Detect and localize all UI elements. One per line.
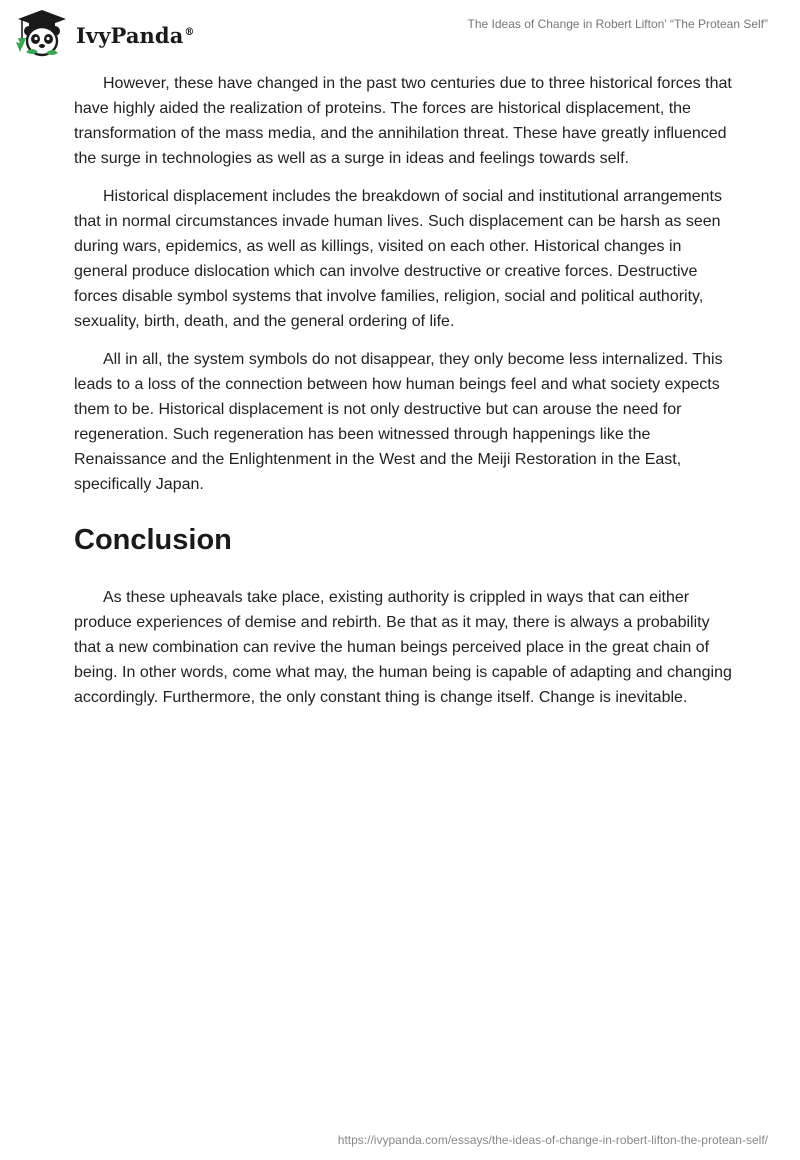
- section-heading-conclusion: Conclusion: [74, 524, 232, 556]
- document-title: The Ideas of Change in Robert Lifton' “The Protean Self”: [467, 17, 768, 31]
- source-url-link[interactable]: https://ivypanda.com/essays/the-ideas-of-change-in-robert-lifton-the-protean-self/: [337, 1133, 768, 1147]
- page-header: [0, 0, 800, 64]
- brand-name: IvyPanda®: [76, 22, 195, 48]
- paragraph: However, these have changed in the past two centuries due to three historical forces that have highly aided the realization of proteins. The forces are historical displacement, the transformation of the mass media, and the annihilation threat. These have greatly influenced the surge in technologies as well as a surge in ideas and feelings towards self.: [74, 75, 732, 167]
- paragraph: Historical displacement includes the breakdown of social and institutional arrangements that in normal circumstances invade human lives. Such displacement can be harsh as seen during wars, epidemics, as well as killings, visited on each other. Historical changes in general produce dislocation which can involve destructive or creative forces. Destructive forces disable symbol systems that involve families, religion, social and political authority, sexuality, birth, death, and the general ordering of life.: [74, 188, 722, 330]
- ivypanda-logo[interactable]: [14, 8, 195, 58]
- conclusion-paragraph: As these upheavals take place, existing authority is crippled in ways that can either produce experiences of demise and rebirth. Be that as it may, there is always a probability that a new combination can revive the human beings perceived place in the great chain of being. In other words, come what may, the human being is capable of adapting and changing accordingly. Furthermore, the only constant thing is change itself. Change is inevitable.: [74, 589, 732, 706]
- panda-graduation-cap-icon: [14, 8, 70, 58]
- paragraph: All in all, the system symbols do not disappear, they only become less internalized. This leads to a loss of the connection between how human beings feel and what society expects them to be. Historical displacement is not only destructive but can arouse the need for regeneration. Such regeneration has been witnessed through happenings like the Renaissance and the Enlightenment in the West and the Meiji Restoration in the East, specifically Japan.: [74, 351, 723, 493]
- essay-body: [74, 71, 734, 723]
